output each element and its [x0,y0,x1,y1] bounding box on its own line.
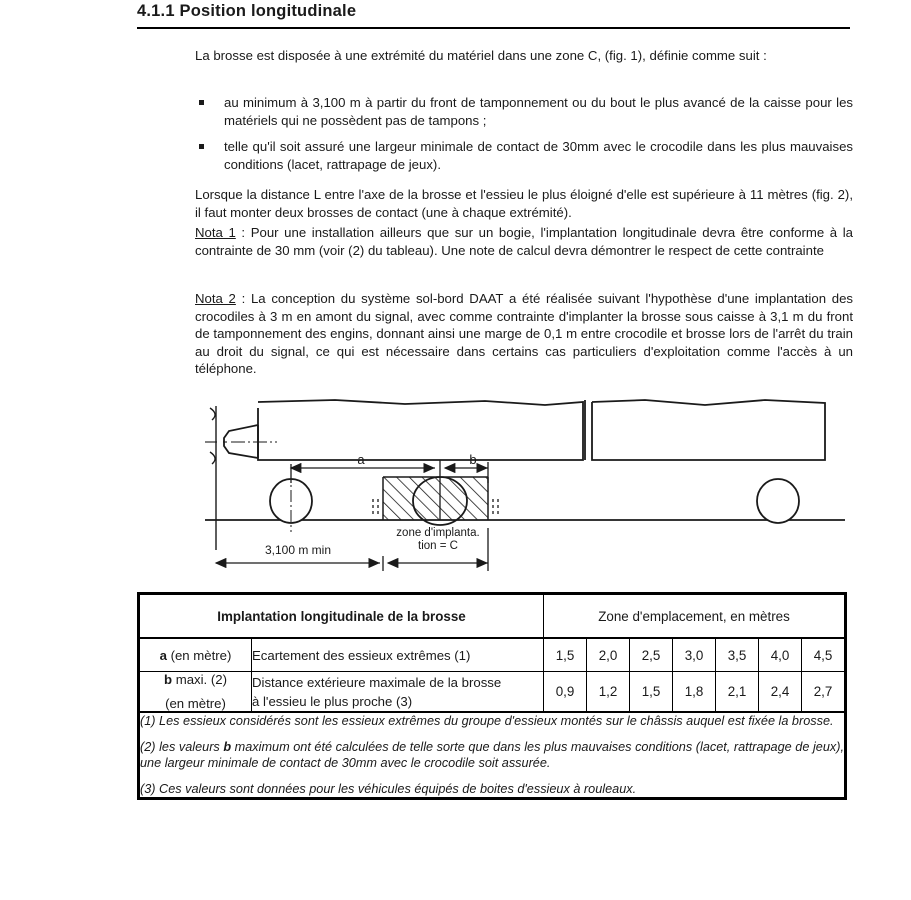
footnote-2-symbol: b [223,739,232,754]
row-a-description [252,638,544,672]
specification-table [137,592,847,800]
nota-1-label: Nota 1 [195,225,236,240]
row-a-value-6: 4,0 [759,638,802,672]
row-a-value-3: 2,5 [630,638,673,672]
footnote-3 [140,781,844,798]
table-header-right: Zone d'emplacement, en mètres [544,594,846,639]
nota-2-text: : La conception du système sol-bord DAAT a été réalisée suivant l'hypothèse d'une implantation des crocodiles à 3 m en amont du signal, avec comme contrainte d'implanter la brosse sous caisse à 3,1 m du front de tamponnement des engins, donnant ainsi une marge de 0,1 m entre crocodile et brosse lors de l'arrêt du train au droit du signal, ce qui est nécessaire dans certains cas particuliers d'exploitation comme l'accès à un téléphone. [195,291,853,376]
bullet-list-second [195,138,853,173]
row-a-value-5: 3,5 [716,638,759,672]
row-b-value-1: 0,9 [544,672,587,713]
row-b-description [252,672,544,713]
row-b-value-2: 1,2 [587,672,630,713]
footnote-1 [140,713,844,730]
row-b-value-4: 1,8 [673,672,716,713]
figure-dim-a-label: a [357,452,365,467]
row-a-description-line1: Ecartement des essieux extrêmes (1) [252,647,471,663]
specification-table-container [137,592,844,800]
footnote-2 [140,739,844,772]
longitudinal-position-figure [205,388,845,583]
paragraph-lorsque: Lorsque la distance L entre l'axe de la brosse et l'essieu le plus éloigné d'elle est supérieure à 11 mètres (fig. 2), il faut monter deux brosses de contact (une à chaque extrémité). [195,187,853,220]
row-b-key-qualifier: maxi. (2) [172,672,227,687]
table-row [139,638,846,672]
table-notes-row [139,712,846,799]
figure-zone-label-line1: zone d'implanta. [396,527,480,539]
row-a-key [139,638,252,672]
row-a-value-4: 3,0 [673,638,716,672]
list-item: au minimum à 3,100 m à partir du front de tamponnement ou du bout le plus avancé de la caisse pour les matériels qui ne possèdent pas de tampons ; [195,94,853,129]
nota-1-text: : Pour une installation ailleurs que sur un bogie, l'implantation longitudinale devra être conforme à la contrainte de 30 mm (voir (2) du tableau). Une note de calcul devra démontrer le respect de cette contrainte [195,225,853,258]
bullet-list-first [195,94,853,129]
row-b-value-5: 2,1 [716,672,759,713]
page-title: 4.1.1 Position longitudinale [137,2,357,20]
row-a-key-unit: (en mètre) [166,647,232,663]
row-a-key-symbol: a [159,647,167,663]
row-a-value-2: 2,0 [587,638,630,672]
table-footnotes [139,712,846,799]
row-b-key-unit: (en mètre) [165,696,226,711]
paragraph-nota-2 [195,290,853,378]
footnote-3-text: (3) Ces valeurs sont données pour les véhicules équipés de boites d'essieux à rouleaux. [140,781,637,796]
footnote-2-prefix: (2) les valeurs [140,739,224,754]
figure-zone-label-line2: tion = C [418,540,458,552]
row-b-value-3: 1,5 [630,672,673,713]
row-a-value-7: 4,5 [802,638,846,672]
row-b-key [139,672,252,713]
figure-min-distance-label: 3,100 m min [264,543,332,557]
row-a-value-1: 1,5 [544,638,587,672]
table-header-left: Implantation longitudinale de la brosse [139,594,544,639]
heading-rule [137,27,850,29]
paragraph-intro: La brosse est disposée à une extrémité du matériel dans une zone C, (fig. 1), définie comme suit : [195,48,767,63]
figure-dim-b-label: b [469,452,477,467]
footnote-2-suffix: maximum ont été calculées de telle sorte que dans les plus mauvaises conditions (lacet, rattrapage de jeux), une largeur minimale de contact de 30mm avec le crocodile soit assurée. [140,739,845,770]
row-b-value-6: 2,4 [759,672,802,713]
nota-2-label: Nota 2 [195,291,236,306]
paragraph-nota-1 [195,224,853,259]
row-b-description-line2: à l'essieu le plus proche (3) [252,693,413,709]
row-b-key-symbol: b [163,672,173,687]
list-item: telle qu'il soit assuré une largeur minimale de contact de 30mm avec le crocodile dans les plus mauvaises conditions (lacet, rattrapage de jeux). [195,138,853,173]
row-b-description-line1: Distance extérieure maximale de la brosse [252,674,502,690]
table-header-row [139,594,846,639]
row-b-value-7: 2,7 [802,672,846,713]
footnote-1-text: (1) Les essieux considérés sont les essieux extrêmes du groupe d'essieux montés sur le châssis auquel est fixée la brosse. [140,714,834,728]
